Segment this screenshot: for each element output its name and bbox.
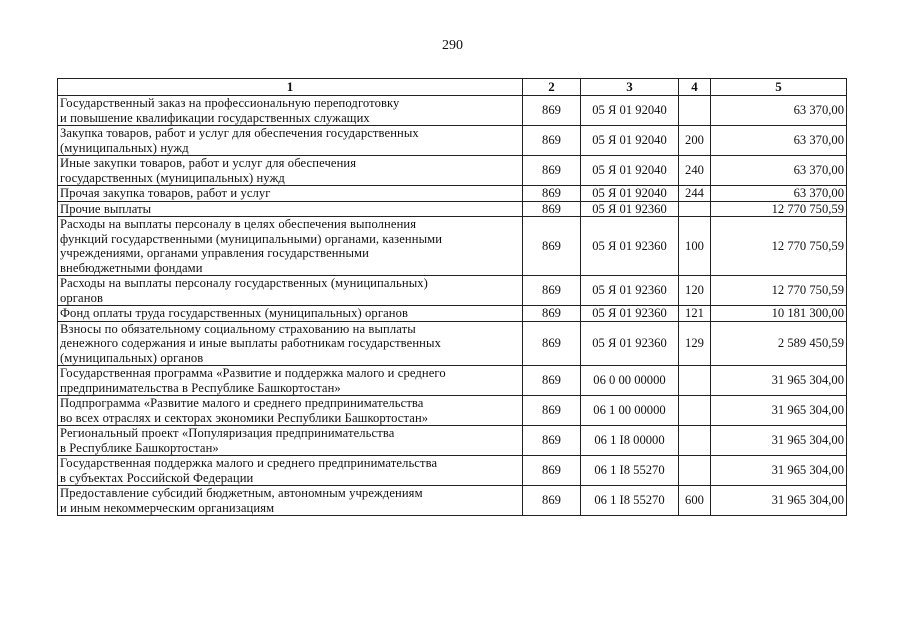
row-name-line: Прочая закупка товаров, работ и услуг	[60, 186, 271, 200]
page-number: 290	[442, 38, 463, 53]
table-row	[58, 186, 847, 202]
row-amount: 63 370,00	[711, 186, 847, 202]
table-row	[58, 217, 847, 276]
header-col-2: 2	[523, 79, 581, 96]
row-expense-type: 121	[679, 306, 711, 322]
row-name-line: Закупка товаров, работ и услуг для обеспечения государственных	[60, 126, 419, 140]
row-name-line: Иные закупки товаров, работ и услуг для обеспечения	[60, 156, 357, 170]
row-name-line: (муниципальных) органов	[60, 350, 204, 365]
row-expense-type: 240	[679, 156, 711, 186]
header-col-4: 4	[679, 79, 711, 96]
row-name-line: предпринимательства в Республике Башкортостан»	[60, 380, 341, 395]
row-name-line: Государственная поддержка малого и среднего предпринимательства	[60, 456, 438, 470]
row-expense-type	[679, 96, 711, 126]
row-name-line: органов	[60, 290, 104, 305]
row-amount: 63 370,00	[711, 96, 847, 126]
row-name-line: Региональный проект «Популяризация предпринимательства	[60, 426, 395, 440]
table-row	[58, 396, 847, 426]
row-admin-code: 869	[523, 366, 581, 396]
row-target-article: 06 1 I8 55270	[581, 456, 679, 486]
table-row	[58, 456, 847, 486]
row-expense-type	[679, 396, 711, 426]
row-expense-type	[679, 456, 711, 486]
row-name-line: функций государственными (муниципальными) органами, казенными	[60, 231, 443, 246]
row-admin-code: 869	[523, 276, 581, 306]
row-target-article: 05 Я 01 92040	[581, 156, 679, 186]
row-amount: 12 770 750,59	[711, 217, 847, 276]
row-admin-code: 869	[523, 456, 581, 486]
row-name	[58, 276, 523, 306]
row-expense-type	[679, 201, 711, 217]
row-name	[58, 306, 523, 322]
table-row	[58, 276, 847, 306]
row-target-article: 06 1 00 00000	[581, 396, 679, 426]
row-expense-type: 200	[679, 126, 711, 156]
row-amount: 31 965 304,00	[711, 366, 847, 396]
table-row	[58, 306, 847, 322]
row-name	[58, 186, 523, 202]
row-name-line: учреждениями, органами управления государственными	[60, 246, 369, 260]
table-row	[58, 426, 847, 456]
row-expense-type	[679, 366, 711, 396]
row-name	[58, 201, 523, 217]
row-target-article: 05 Я 01 92040	[581, 96, 679, 126]
row-amount: 31 965 304,00	[711, 396, 847, 426]
row-target-article: 05 Я 01 92040	[581, 126, 679, 156]
header-col-5: 5	[711, 79, 847, 96]
table-row	[58, 486, 847, 516]
row-amount: 63 370,00	[711, 156, 847, 186]
table-row	[58, 366, 847, 396]
row-name-line: денежного содержания и иные выплаты работникам государственных	[60, 336, 441, 350]
row-admin-code: 869	[523, 486, 581, 516]
row-target-article: 05 Я 01 92360	[581, 306, 679, 322]
row-name-line: Расходы на выплаты персоналу в целях обеспечения выполнения	[60, 217, 417, 231]
row-admin-code: 869	[523, 306, 581, 322]
row-name-line: во всех отраслях и секторах экономики Республики Башкортостан»	[60, 410, 429, 425]
row-expense-type: 600	[679, 486, 711, 516]
header-row	[58, 79, 847, 96]
row-admin-code: 869	[523, 426, 581, 456]
table-row	[58, 156, 847, 186]
row-target-article: 05 Я 01 92040	[581, 186, 679, 202]
table-row	[58, 201, 847, 217]
row-name-line: в Республике Башкортостан»	[60, 440, 219, 455]
row-name	[58, 396, 523, 426]
row-name	[58, 366, 523, 396]
table-row	[58, 126, 847, 156]
table-row	[58, 96, 847, 126]
table-body	[58, 96, 847, 516]
row-name-line: внебюджетными фондами	[60, 260, 203, 275]
row-name-line: в субъектах Российской Федерации	[60, 470, 254, 485]
table-header	[58, 79, 847, 96]
row-admin-code: 869	[523, 217, 581, 276]
row-name-line: Фонд оплаты труда государственных (муниципальных) органов	[60, 306, 409, 320]
row-name-line: Государственная программа «Развитие и поддержка малого и среднего	[60, 366, 446, 380]
row-name-line: Прочие выплаты	[60, 201, 152, 216]
row-admin-code: 869	[523, 156, 581, 186]
row-name-line: (муниципальных) нужд	[60, 140, 189, 155]
row-expense-type: 129	[679, 321, 711, 366]
row-amount: 31 965 304,00	[711, 426, 847, 456]
row-amount: 12 770 750,59	[711, 276, 847, 306]
row-admin-code: 869	[523, 201, 581, 217]
row-target-article: 06 1 I8 55270	[581, 486, 679, 516]
row-amount: 10 181 300,00	[711, 306, 847, 322]
header-col-3: 3	[581, 79, 679, 96]
row-admin-code: 869	[523, 126, 581, 156]
row-admin-code: 869	[523, 396, 581, 426]
row-admin-code: 869	[523, 96, 581, 126]
header-col-1: 1	[58, 79, 523, 96]
row-name-line: государственных (муниципальных) нужд	[60, 170, 285, 185]
row-name-line: и повышение квалификации государственных служащих	[60, 110, 370, 125]
row-expense-type: 100	[679, 217, 711, 276]
row-expense-type: 244	[679, 186, 711, 202]
row-name-line: Подпрограмма «Развитие малого и среднего предпринимательства	[60, 396, 424, 410]
row-amount: 31 965 304,00	[711, 456, 847, 486]
row-name	[58, 96, 523, 126]
row-name-line: Предоставление субсидий бюджетным, автономным учреждениям	[60, 486, 423, 500]
row-amount: 63 370,00	[711, 126, 847, 156]
row-name	[58, 486, 523, 516]
budget-table	[57, 78, 847, 516]
row-name-line: Расходы на выплаты персоналу государственных (муниципальных)	[60, 276, 428, 290]
row-amount: 12 770 750,59	[711, 201, 847, 217]
row-name	[58, 126, 523, 156]
row-name-line: Взносы по обязательному социальному страхованию на выплаты	[60, 321, 416, 336]
row-name	[58, 156, 523, 186]
row-name	[58, 217, 523, 276]
row-admin-code: 869	[523, 186, 581, 202]
row-target-article: 05 Я 01 92360	[581, 201, 679, 217]
row-amount: 2 589 450,59	[711, 321, 847, 366]
row-target-article: 05 Я 01 92360	[581, 217, 679, 276]
row-name-line: и иным некоммерческим организациям	[60, 500, 275, 515]
row-name	[58, 426, 523, 456]
row-target-article: 05 Я 01 92360	[581, 321, 679, 366]
row-target-article: 06 1 I8 00000	[581, 426, 679, 456]
row-name-line: Государственный заказ на профессиональную переподготовку	[60, 96, 400, 110]
row-target-article: 05 Я 01 92360	[581, 276, 679, 306]
row-expense-type: 120	[679, 276, 711, 306]
table-row	[58, 321, 847, 366]
row-name	[58, 456, 523, 486]
row-admin-code: 869	[523, 321, 581, 366]
row-name	[58, 321, 523, 366]
row-amount: 31 965 304,00	[711, 486, 847, 516]
row-target-article: 06 0 00 00000	[581, 366, 679, 396]
row-expense-type	[679, 426, 711, 456]
